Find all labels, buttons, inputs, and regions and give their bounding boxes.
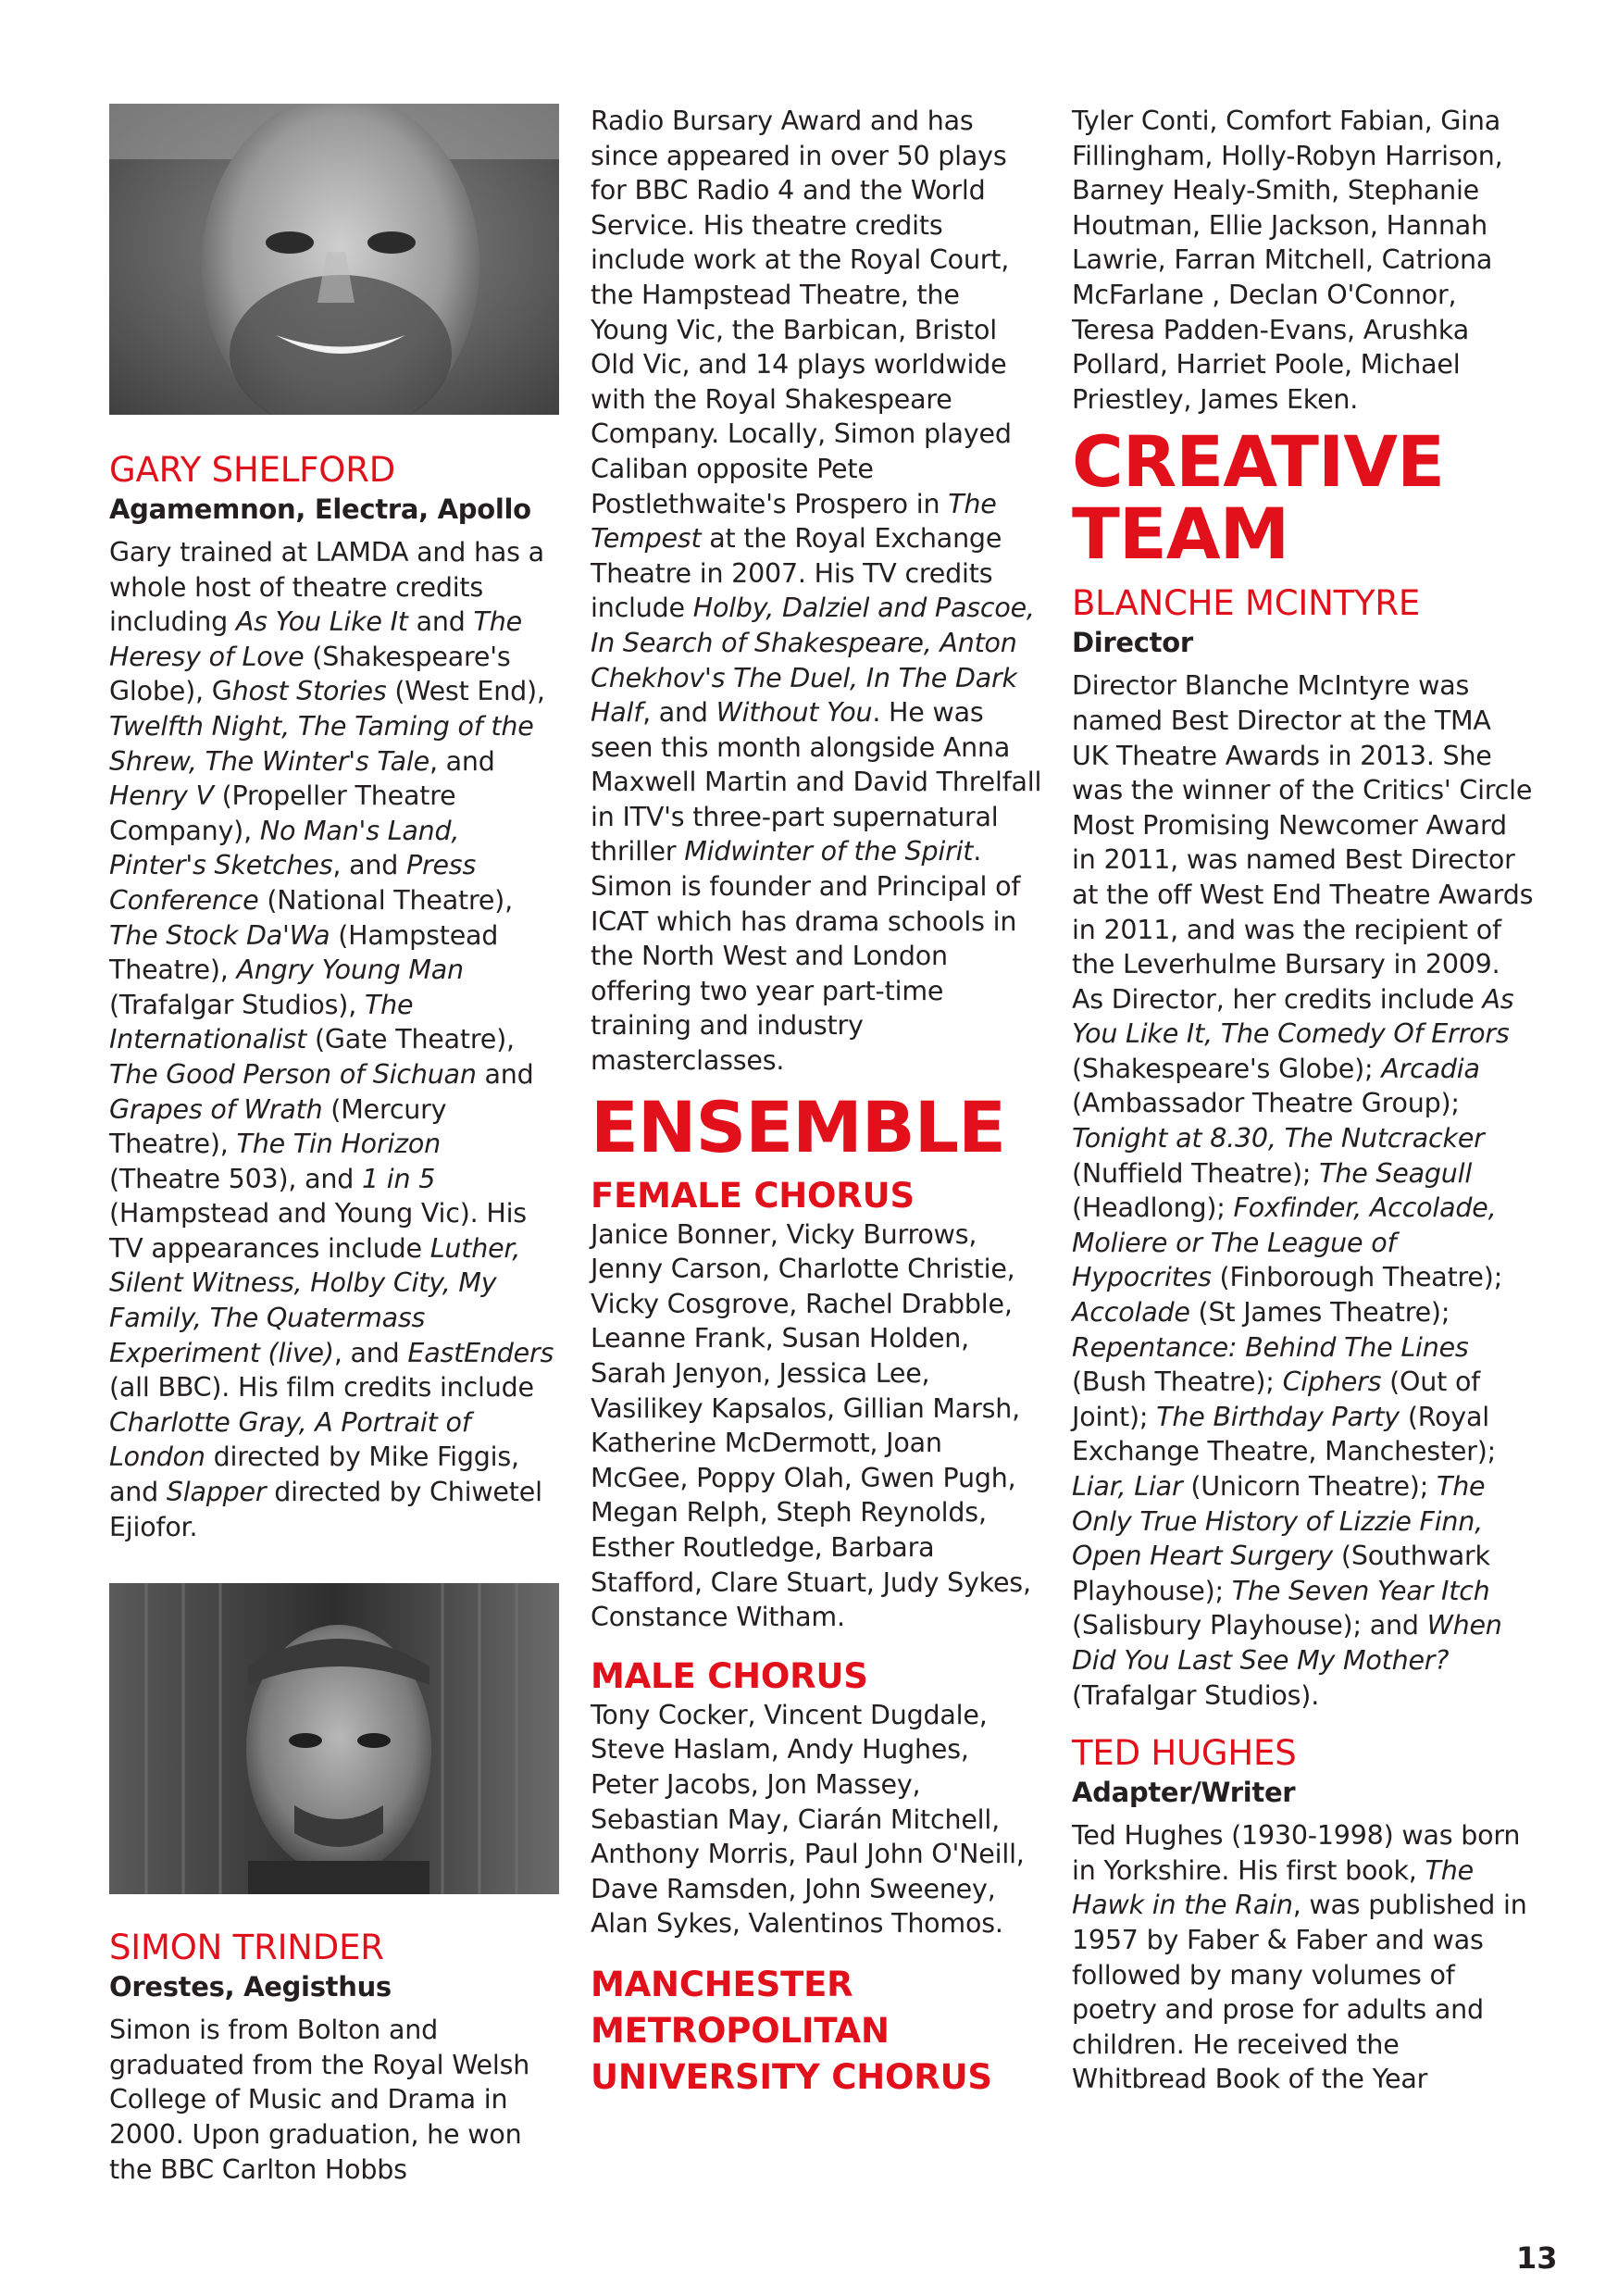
gary-shelford-name: GARY SHELFORD [109, 450, 395, 490]
column-1 [109, 104, 559, 2187]
male-chorus-names: Tony Cocker, Vincent Dugdale, Steve Haslam, Andy Hughes, Peter Jacobs, Jon Massey, Sebastian May, Ciarán Mitchell, Anthony Morris, Paul John O'Neill, Dave Ramsden, John Sweeney, Alan Sykes, Valentinos Thomos. [591, 1699, 1025, 1940]
creative-team-heading: CREATIVE TEAM [1072, 420, 1444, 576]
mmu-chorus-names: Tyler Conti, Comfort Fabian, Gina Fillingham, Holly-Robyn Harrison, Barney Healy-Smith, Stephanie Houtman, Ellie Jackson, Hannah Lawrie, Farran Mitchell, Catriona McFarlane , Declan O'Connor, Teresa Padden-Evans, Arushka Pollard, Harriet Poole, Michael Priestley, James Eken. [1072, 106, 1503, 415]
simon-trinder-portrait-image [109, 1583, 559, 1894]
page-number: 13 [1516, 2240, 1558, 2276]
male-chorus-heading: MALE CHORUS [591, 1655, 868, 1696]
blanche-mcintyre-name: BLANCHE MCINTYRE [1072, 583, 1421, 624]
female-chorus-names: Janice Bonner, Vicky Burrows, Jenny Carson, Charlotte Christie, Vicky Cosgrove, Rachel Drabble, Leanne Frank, Susan Holden, Sarah Jenyon, Jessica Lee, Vasilikey Kapsalos, Gillian Marsh, Katherine McDermott, Joan McGee, Poppy Olah, Gwen Pugh, Megan Relph, Steph Reynolds, Esther Routledge, Barbara Stafford, Clare Stuart, Judy Sykes, Constance Witham. [591, 1218, 1031, 1633]
gary-shelford-portrait-image [109, 104, 559, 415]
ted-hughes-role: Adapter/Writer [1072, 1777, 1296, 1809]
ted-hughes-bio: Ted Hughes (1930-1998) was born in Yorkshire. His first book, The Hawk in the Rain, was published in 1957 by Faber & Faber and was followed by many volumes of poetry and prose for adults and children. He received the Whitbread Book of the Year [1072, 1820, 1527, 2095]
gary-shelford-bio: Gary trained at LAMDA and has a whole host of theatre credits including As You Like It and The Heresy of Love (Shakespeare's Globe), Ghost Stories (West End), Twelfth Night, The Taming of the Shrew, The Winter's Tale, and Henry V (Propeller Theatre Company), No Man's Land, Pinter's Sketches, and Press Conference (National Theatre), The Stock Da'Wa (Hampstead Theatre), Angry Young Man (Trafalgar Studios), The Internationalist (Gate Theatre), The Good Person of Sichuan and Grapes of Wrath (Mercury Theatre), The Tin Horizon (Theatre 503), and 1 in 5 (Hampstead and Young Vic). His TV appearances include Luther, Silent Witness, Holby City, My Family, The Quatermass Experiment (live), and EastEnders (all BBC). His film credits include Charlotte Gray, A Portrait of London directed by Mike Figgis, and Slapper directed by Chiwetel Ejiofor. [109, 537, 554, 1542]
blanche-mcintyre-bio: Director Blanche McIntyre was named Best Director at the TMA UK Theatre Awards in 2013. She was the winner of the Critics' Circle Most Promising Newcomer Award in 2011, was named Best Director at the off West End Theatre Awards in 2011, and was the recipient of the Leverhulme Bursary in 2009. As Director, her credits include As You Like It, The Comedy Of Errors (Shakespeare's Globe); Arcadia (Ambassador Theatre Group); Tonight at 8.30, The Nutcracker (Nuffield Theatre); The Seagull (Headlong); Foxfinder, Accolade, Moliere or The League of Hypocrites (Finborough Theatre); Accolade (St James Theatre); Repentance: Behind The Lines (Bush Theatre); Ciphers (Out of Joint); The Birthday Party (Royal Exchange Theatre, Manchester); Liar, Liar (Unicorn Theatre); The Only True History of Lizzie Finn, Open Heart Surgery (Southwark Playhouse); The Seven Year Itch (Salisbury Playhouse); and When Did You Last See My Mother? (Trafalgar Studios). [1072, 670, 1534, 1711]
female-chorus-heading: FEMALE CHORUS [591, 1175, 915, 1216]
ted-hughes-name: TED HUGHES [1072, 1733, 1297, 1774]
simon-trinder-photo [109, 1583, 559, 1894]
simon-trinder-bio-part1: Simon is from Bolton and graduated from the Royal Welsh College of Music and Drama in 2000. Upon graduation, he won the BBC Carlton Hobbs [109, 2015, 530, 2185]
gary-shelford-role: Agamemnon, Electra, Apollo [109, 493, 531, 525]
mmu-chorus-heading: MANCHESTER METROPOLITAN UNIVERSITY CHORUS [591, 1964, 992, 2097]
column-3 [1072, 104, 1535, 2097]
gary-shelford-photo [109, 104, 559, 415]
column-2 [591, 104, 1044, 2101]
simon-trinder-role: Orestes, Aegisthus [109, 1971, 392, 2003]
simon-trinder-name: SIMON TRINDER [109, 1928, 384, 1968]
ensemble-heading: ENSEMBLE [591, 1085, 1006, 1168]
blanche-mcintyre-role: Director [1072, 627, 1193, 659]
simon-trinder-bio-part2: Radio Bursary Award and has since appeared in over 50 plays for BBC Radio 4 and the World Service. His theatre credits include work at the Royal Court, the Hampstead Theatre, the Young Vic, the Barbican, Bristol Old Vic, and 14 plays worldwide with the Royal Shakespeare Company. Locally, Simon played Caliban opposite Pete Postlethwaite's Prospero in The Tempest at the Royal Exchange Theatre in 2007. His TV credits include Holby, Dalziel and Pascoe, In Search of Shakespeare, Anton Chekhov's The Duel, In The Dark Half, and Without You. He was seen this month alongside Anna Maxwell Martin and David Threlfall in ITV's three-part supernatural thriller Midwinter of the Spirit. Simon is founder and Principal of ICAT which has drama schools in the North West and London offering two year part-time training and industry masterclasses. [591, 106, 1042, 1077]
